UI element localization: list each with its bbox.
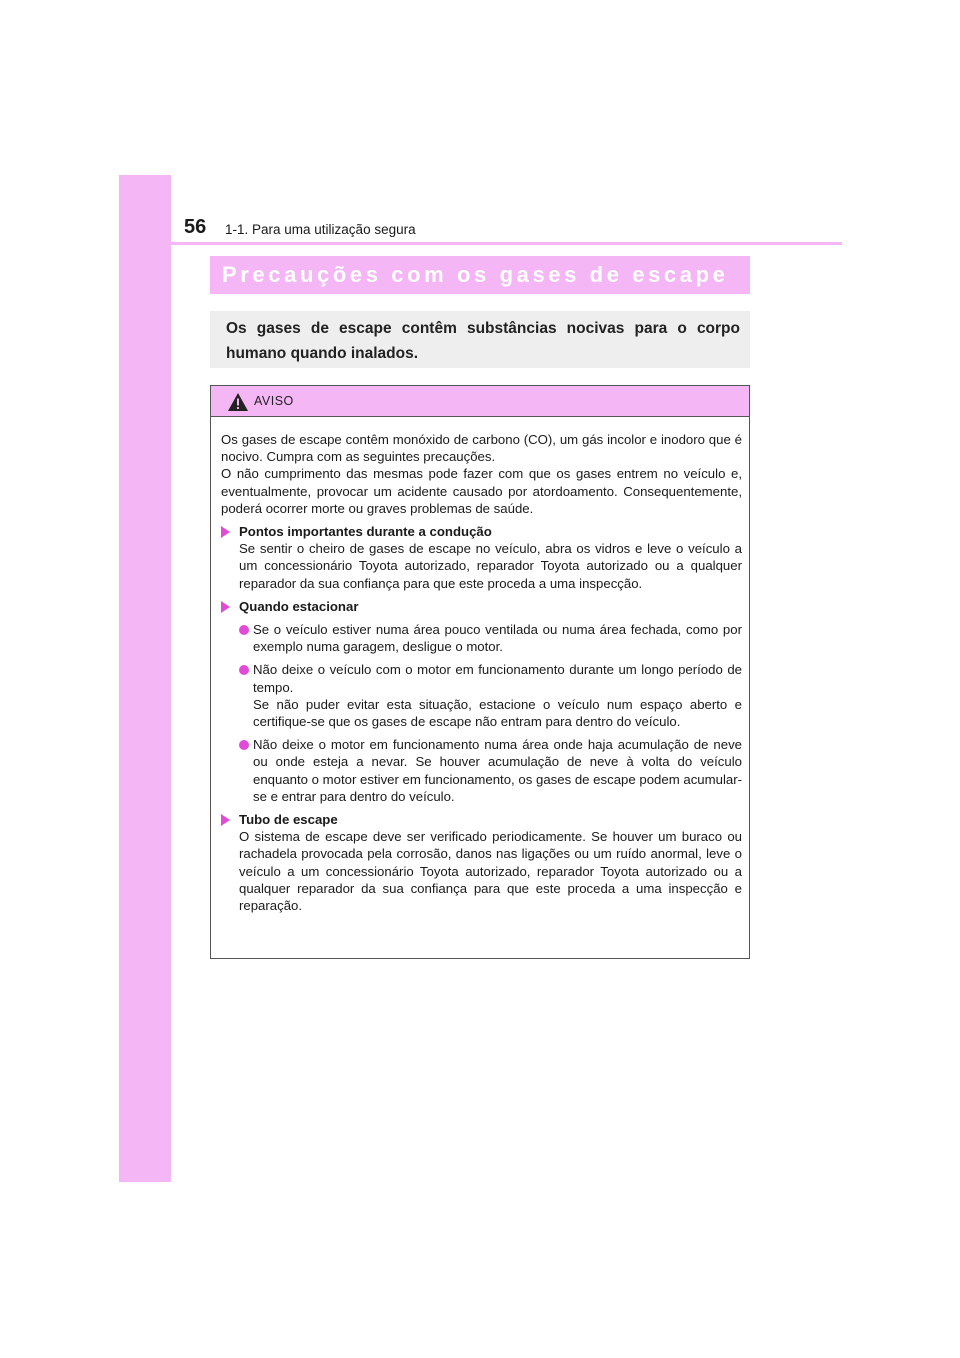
side-tab	[119, 175, 171, 1182]
heading-text: Quando estacionar	[239, 598, 359, 614]
section-text: O sistema de escape deve ser verificado periodicamente. Se houver um buraco ou rachadela provocada pela corrosão, danos nas ligações ou um ruído anormal, leve o veículo a um concessionário Toyota autorizado, reparador Toyota autorizado ou a qualquer reparador da sua confiança para que este proceda a uma inspecção e reparação.	[239, 829, 742, 914]
section-title: 1-1. Para uma utilização segura	[225, 222, 416, 237]
intro-box	[210, 311, 750, 368]
warning-paragraph: Os gases de escape contêm monóxido de carbono (CO), um gás incolor e inodoro que é nocivo. Cumpra com as seguintes precauções.	[221, 432, 742, 465]
warning-box	[210, 385, 750, 959]
list-item	[221, 661, 742, 730]
section-heading	[221, 811, 742, 828]
section-heading	[221, 523, 742, 540]
circle-bullet-icon	[239, 625, 249, 635]
circle-bullet-icon	[239, 665, 249, 675]
warning-body	[211, 417, 749, 914]
list-item	[221, 736, 742, 805]
bullet-text: Não deixe o motor em funcionamento numa área onde haja acumulação de neve ou onde esteja a nevar. Se houver acumulação de neve à volta do veículo enquanto o motor estiver em funcionamento, os gases de escape podem acumular-se e entrar para dentro do veículo.	[253, 737, 742, 804]
intro-text: Os gases de escape contêm substâncias nocivas para o corpo humano quando inalados.	[226, 320, 740, 362]
heading-text: Tubo de escape	[239, 812, 338, 828]
page-title: Precauções com os gases de escape	[210, 256, 750, 294]
bullet-text: Não deixe o veículo com o motor em funcionamento durante um longo período de tempo.	[253, 662, 742, 695]
heading-text: Pontos importantes durante a condução	[239, 524, 492, 540]
warning-triangle-icon	[227, 392, 249, 412]
bullet-text: Se o veículo estiver numa área pouco ventilada ou numa área fechada, como por exemplo numa garagem, desligue o motor.	[253, 622, 742, 655]
section-heading	[221, 598, 742, 615]
warning-label: AVISO	[254, 394, 294, 408]
warning-paragraph: O não cumprimento das mesmas pode fazer com que os gases entrem no veículo e, eventualmente, provocar um acidente causado por atordoamento. Consequentemente, poderá ocorrer morte ou graves problemas de saúde.	[221, 466, 742, 516]
triangle-right-icon	[221, 601, 230, 613]
list-item	[221, 621, 742, 655]
section-text: Se sentir o cheiro de gases de escape no veículo, abra os vidros e leve o veículo a um concessionário Toyota autorizado, reparador Toyota autorizado ou a qualquer reparador da sua confiança para que este proceda a uma inspecção.	[239, 541, 742, 591]
triangle-right-icon	[221, 526, 230, 538]
warning-header	[211, 386, 749, 417]
page-number: 56	[184, 216, 207, 238]
triangle-right-icon	[221, 814, 230, 826]
bullet-extra-text: Se não puder evitar esta situação, estacione o veículo num espaço aberto e certifique-se que os gases de escape não entram para dentro do veículo.	[253, 696, 742, 730]
circle-bullet-icon	[239, 740, 249, 750]
header-rule	[119, 242, 842, 245]
